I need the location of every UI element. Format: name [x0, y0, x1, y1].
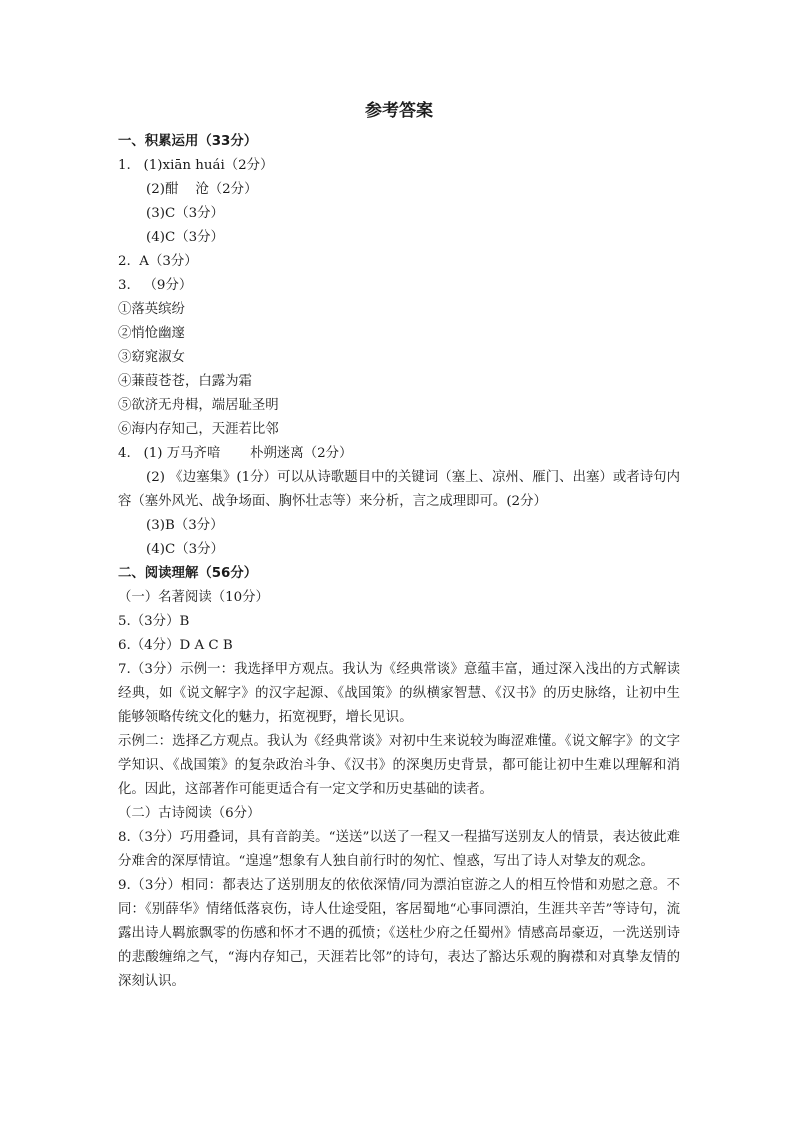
answer-3-item-4: ④蒹葭苍苍，白露为霜 [118, 374, 252, 389]
answer-3-item-5: ⑤欲济无舟楫，端居耻圣明 [118, 398, 279, 413]
answer-9: 9.（3分）相同：都表达了送别朋友的依依深情/同为漂泊宦游之人的相互怜惜和劝慰之意。不同：《别薛华》情绪低落哀伤，诗人仕途受阻，客居蜀地“心事同漂泊，生涯共辛苦”等诗句，流露出诗人羁旅飘零的伤感和怀才不遇的孤愤；《送杜少府之任蜀州》情感高昂豪迈，一洗送别诗的悲酸缠绵之气，“海内存知己，天涯若比邻”的诗句，表达了豁达乐观的胸襟和对真挚友情的深刻认识。 [118, 878, 680, 989]
answer-4-3: (3)B（3分） [146, 518, 224, 533]
answer-7-example-2: 示例二：选择乙方观点。我认为《经典常谈》对初中生来说较为晦涩难懂。《说文解字》的文字学知识、《战国策》的复杂政治斗争、《汉书》的深奥历史背景，都可能让初中生难以理解和消化。因此，这部著作可能更适合有一定文学和历史基础的读者。 [118, 734, 680, 797]
subsection-classic-reading: （一）名著阅读（10分） [118, 590, 269, 605]
section-heading-accumulation: 一、积累运用（33分） [118, 134, 258, 149]
answer-4-4: (4)C（3分） [146, 542, 224, 557]
answer-3-item-2: ②悄怆幽邃 [118, 326, 185, 341]
section-heading-reading: 二、阅读理解（56分） [118, 566, 258, 581]
answer-3-item-6: ⑥海内存知己，天涯若比邻 [118, 422, 279, 437]
answer-3-item-1: ①落英缤纷 [118, 302, 185, 317]
answer-1-4: (4)C（3分） [146, 230, 224, 245]
answer-7-example-1: 7.（3分）示例一：我选择甲方观点。我认为《经典常谈》意蕴丰富，通过深入浅出的方式解读经典，如《说文解字》的汉字起源、《战国策》的纵横家智慧、《汉书》的历史脉络，让初中生能够领略传统文化的魅力，拓宽视野，增长见识。 [118, 662, 680, 725]
answer-3-item-3: ③窈窕淑女 [118, 350, 185, 365]
answer-5: 5.（3分）B [118, 614, 190, 629]
answer-3-header: 3. （9分） [118, 278, 193, 293]
answer-key-page [118, 96, 680, 994]
answer-4-1: 4. (1) 万马齐喑 朴朔迷离（2分） [118, 446, 353, 461]
page-title: 参考答案 [365, 101, 433, 121]
answer-1-3: (3)C（3分） [146, 206, 224, 221]
subsection-poetry-reading: （二）古诗阅读（6分） [118, 806, 261, 821]
answer-1-2: (2)酣 沧（2分） [146, 182, 258, 197]
answer-6: 6.（4分）D A C B [118, 638, 233, 653]
answer-1-1: 1. (1)xiān huái（2分） [118, 158, 274, 173]
answer-8: 8.（3分）巧用叠词，具有音韵美。“送送”以送了一程又一程描写送别友人的情景，表达彼此难分难舍的深厚情谊。“遑遑”想象有人独自前行时的匆忙、惶惑，写出了诗人对挚友的观念。 [118, 830, 680, 869]
answer-2: 2. A（3分） [118, 254, 198, 269]
answer-4-2: (2) 《边塞集》(1分）可以从诗歌题目中的关键词（塞上、凉州、雁门、出塞）或者诗句内容（塞外风光、战争场面、胸怀壮志等）来分析，言之成理即可。(2分） [118, 470, 680, 509]
